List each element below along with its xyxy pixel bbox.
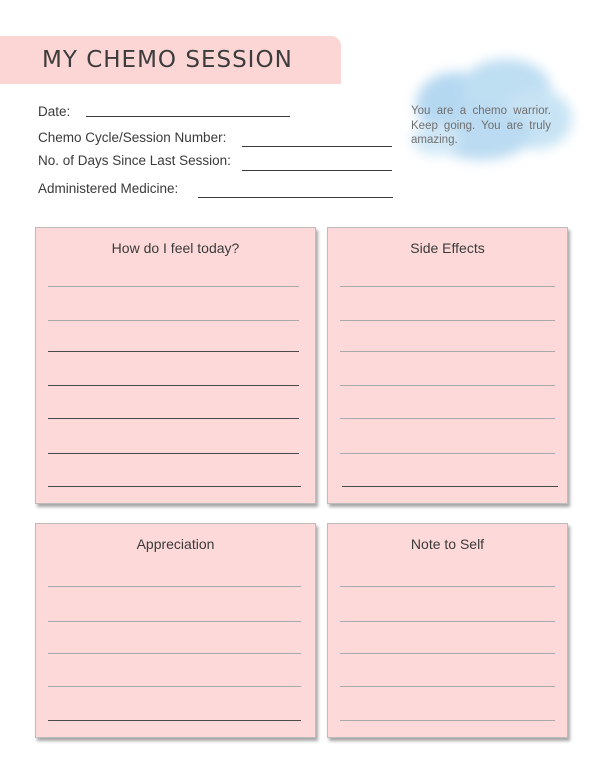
feel-box-title: How do I feel today? [111, 240, 240, 256]
cycle-line[interactable] [242, 146, 392, 147]
medicine-line[interactable] [198, 197, 393, 198]
date-label: Date: [38, 104, 71, 119]
writing-line[interactable] [48, 286, 299, 287]
cycle-label: Chemo Cycle/Session Number: [38, 130, 227, 145]
appreciation-box [35, 523, 316, 738]
writing-line[interactable] [340, 621, 555, 622]
date-line[interactable] [86, 116, 290, 117]
writing-line[interactable] [340, 586, 555, 587]
writing-line[interactable] [48, 385, 299, 386]
writing-line[interactable] [48, 486, 301, 487]
note-to-self-box [327, 523, 568, 738]
writing-line[interactable] [48, 418, 299, 419]
writing-line[interactable] [340, 418, 555, 419]
note-to-self-box-title: Note to Self [410, 536, 485, 552]
motivational-quote: You are a chemo warrior. Keep going. You are truly amazing. [411, 105, 551, 146]
writing-line[interactable] [340, 286, 555, 287]
writing-line[interactable] [48, 320, 299, 321]
writing-line[interactable] [48, 351, 299, 352]
writing-line[interactable] [48, 453, 299, 454]
writing-line[interactable] [340, 385, 555, 386]
writing-line[interactable] [340, 686, 555, 687]
writing-line[interactable] [48, 586, 301, 587]
page-title: MY CHEMO SESSION [42, 47, 293, 73]
writing-line[interactable] [342, 486, 558, 487]
appreciation-box-title: Appreciation [136, 536, 215, 552]
writing-line[interactable] [340, 720, 555, 721]
writing-line[interactable] [48, 720, 301, 721]
days-line[interactable] [242, 170, 392, 171]
feel-box [35, 227, 316, 504]
writing-line[interactable] [340, 653, 555, 654]
side-effects-box [327, 227, 568, 504]
writing-line[interactable] [340, 351, 555, 352]
writing-line[interactable] [48, 653, 301, 654]
side-effects-box-title: Side Effects [410, 240, 485, 256]
writing-line[interactable] [340, 453, 555, 454]
writing-line[interactable] [340, 320, 555, 321]
writing-line[interactable] [48, 621, 301, 622]
days-label: No. of Days Since Last Session: [38, 153, 231, 168]
medicine-label: Administered Medicine: [38, 181, 179, 196]
writing-line[interactable] [48, 686, 301, 687]
